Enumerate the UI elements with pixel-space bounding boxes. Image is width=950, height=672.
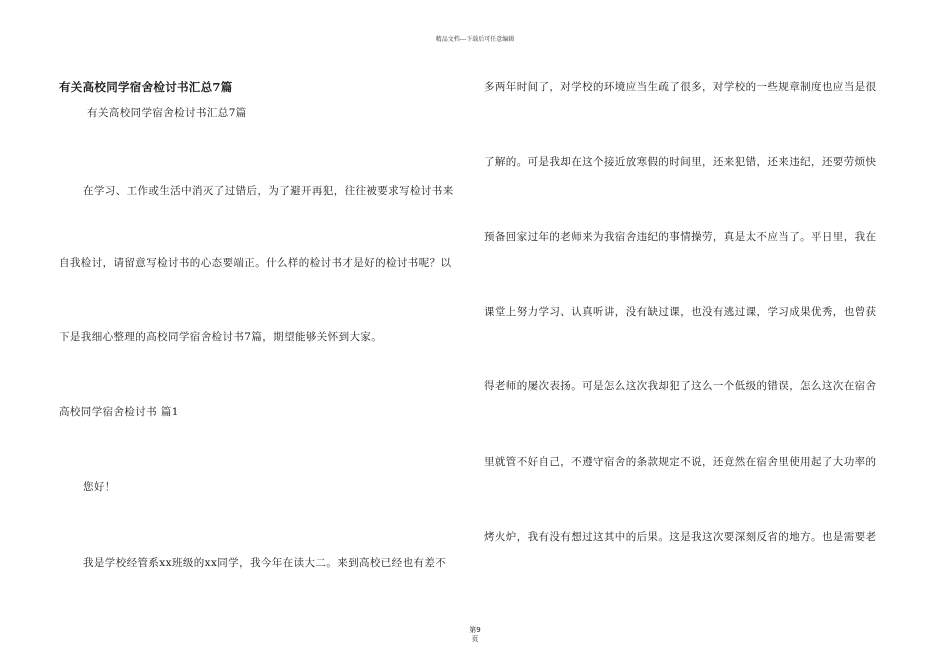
greeting: 您好！	[83, 481, 116, 493]
right-line-6: 里就管不好自己，不遵守宿舍的条款规定不说，还竟然在宿舍里使用起了大功率的	[484, 456, 877, 468]
intro-line-2: 自我检讨，请留意写检讨书的心态要端正。什么样的检讨书才是好的检讨书呢？以	[59, 257, 452, 269]
page-number	[463, 626, 487, 644]
right-line-4: 课堂上努力学习、认真听讲，没有缺过课，也没有逃过课，学习成果优秀，也曾获	[484, 306, 877, 318]
right-line-2: 了解的。可是我却在这个接近放寒假的时间里，还来犯错，还来违纪，还要劳烦快	[484, 156, 877, 168]
header-note: 精品文档---下载后可任意编辑	[435, 36, 515, 43]
right-line-7: 烤火炉，我有没有想过这其中的后果。这是我这次要深刻反省的地方。也是需要老	[484, 531, 877, 543]
right-line-3: 预备回家过年的老师来为我宿舍违纪的事情操劳，真是太不应当了。平日里，我在	[484, 231, 877, 243]
document-title: 有关高校同学宿舍检讨书汇总7篇	[59, 80, 233, 94]
intro-line-1: 在学习、工作或生活中消灭了过错后，为了避开再犯，往往被要求写检讨书来	[83, 185, 454, 197]
body-line: 我是学校经管系xx班级的xx同学，我今年在读大二。来到高校已经也有差不	[83, 557, 447, 569]
section-heading: 高校同学宿舍检讨书 篇1	[59, 406, 179, 418]
intro-line-3: 下是我细心整理的高校同学宿舍检讨书7篇，期望能够关怀到大家。	[59, 331, 383, 343]
right-line-1: 多两年时间了，对学校的环境应当生疏了很多，对学校的一些规章制度也应当是很	[484, 81, 877, 93]
right-line-5: 得老师的屡次表扬。可是怎么这次我却犯了这么一个低级的错误，怎么这次在宿舍	[484, 380, 877, 392]
page-number-line-2: 页	[471, 635, 479, 643]
page-number-line-1: 第9	[469, 626, 481, 634]
document-subtitle: 有关高校同学宿舍检讨书汇总7篇	[87, 107, 247, 119]
